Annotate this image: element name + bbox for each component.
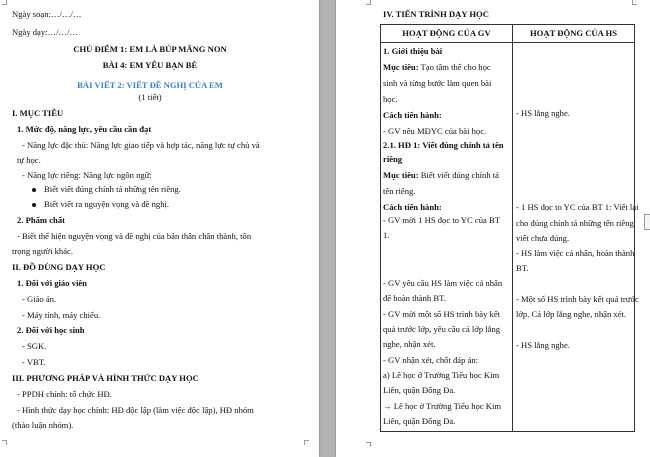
section-materials: II. ĐỒ DÙNG DẠY HỌC <box>12 262 106 272</box>
method-form-a: - Hình thức dạy học chính: HĐ độc lập (làm việc độc lập), HĐ nhóm <box>17 405 254 415</box>
hs-line: - HS làm việc cá nhân, hoàn thành <box>516 248 635 258</box>
gv-line: - GV mời 1 HS đọc to YC của BT <box>383 215 500 225</box>
crop-mark-bottom-right <box>304 440 309 445</box>
teacher-item-lesson-plan: - Giáo án. <box>22 294 57 304</box>
gv-answer-a: a) Lê học ở Trường Tiểu học Kim <box>383 370 500 380</box>
document-page-right <box>336 0 650 457</box>
section-objectives: I. MỤC TIÊU <box>12 108 64 118</box>
crop-mark-top-left <box>2 0 7 5</box>
document-page-left <box>0 0 319 457</box>
gv-intro-title: 1. Giới thiệu bài <box>383 46 443 56</box>
gv-line: 1. <box>383 230 390 240</box>
line-language-competency: - Năng lực riêng: Năng lực ngôn ngữ: <box>22 170 152 180</box>
writing-heading: BÀI VIẾT 2: VIẾT ĐỀ NGHỊ CỦA EM <box>77 80 223 90</box>
line-self-study: tự học. <box>17 155 41 165</box>
column-header-student: HOẠT ĐỘNG CỦA HS <box>530 28 617 38</box>
hs-listen: - HS lắng nghe. <box>516 108 570 118</box>
section-procedure: IV. TIẾN TRÌNH DẠY HỌC <box>383 9 489 19</box>
page-scroll-handle[interactable] <box>644 214 650 230</box>
student-item-textbook: - SGK. <box>22 341 47 351</box>
bullet-request: Biết viết ra nguyện vọng và đề nghị. <box>44 199 170 209</box>
lesson-heading: BÀI 4: EM YÊU BẠN BÈ <box>102 60 198 70</box>
hs-line: - 1 HS đọc to YC của BT 1: Viết lại <box>516 202 639 212</box>
method-main: - PPDH chính: tổ chức HĐ. <box>17 389 112 399</box>
hs-line: lớp. Cả lớp lắng nghe, nhận xét. <box>516 309 627 319</box>
bullet-spelling: Biết viết đúng chính tả những tên riêng. <box>44 184 181 194</box>
gv-line: sinh và từng bước làm quen bài <box>383 78 492 88</box>
crop-mark-bottom-left <box>2 440 7 445</box>
gv-line: để hoàn thành BT. <box>383 293 446 303</box>
method-form-b: (thảo luận nhóm). <box>12 420 74 430</box>
gv-objective-1: Mục tiêu: Tạo tâm thế cho học <box>383 62 491 72</box>
gv-line: tên riêng. <box>383 186 416 196</box>
hs-line: - Một số HS trình bày kết quả trước <box>516 294 639 304</box>
gv-answer-arrow: → Lê học ở Trường Tiểu học Kim <box>383 401 502 411</box>
gv-activity-1-title-cont: riêng <box>383 154 403 164</box>
hs-line: viết chưa đúng. <box>516 233 570 243</box>
line-qualities-a: - Biết thể hiện nguyện vọng và đề nghị của bản thân chân thành, tôn <box>17 231 252 241</box>
gv-line: - GV nhận xét, chốt đáp án: <box>383 355 479 365</box>
subsection-competency: 1. Mức độ, năng lực, yêu cầu cần đạt <box>17 124 152 134</box>
hs-line: BT. <box>516 263 529 273</box>
duration: (1 tiết) <box>138 92 162 102</box>
date-taught: Ngày dạy:…/…/… <box>12 27 79 37</box>
subsection-qualities: 2. Phẩm chất <box>17 215 65 225</box>
crop-mark-top-right <box>632 0 637 5</box>
section-methods: III. PHƯƠNG PHÁP VÀ HÌNH THỨC DẠY HỌC <box>12 373 199 383</box>
gv-line: nghe, nhận xét. <box>383 339 436 349</box>
gv-objective-2: Mục tiêu: Biết viết đúng chính tả <box>383 170 499 180</box>
gv-procedure-label: Cách tiến hành: <box>383 202 442 212</box>
subsection-teacher: 1. Đối với giáo viên <box>17 278 87 288</box>
bullet-dot <box>32 203 36 207</box>
crop-mark-bottom-left <box>366 442 371 447</box>
gv-line: học. <box>383 94 398 104</box>
bullet-dot <box>32 188 36 192</box>
date-prepared: Ngày soạn:…/…/… <box>12 9 82 19</box>
gv-activity-1-title: 2.1. HĐ 1: Viết đúng chính tả tên <box>383 140 504 150</box>
gv-procedure-label: Cách tiến hành: <box>383 110 442 120</box>
hs-line: cho đúng chính tả những tên riêng <box>516 218 634 228</box>
line-specific-competency: - Năng lực đặc thù: Năng lực giao tiếp và hợp tác, năng lực tự chủ và <box>22 140 260 150</box>
hs-listen: - HS lắng nghe. <box>516 340 570 350</box>
crop-mark-top-left <box>366 0 371 5</box>
gv-line: Liên, quận Đống Đa. <box>383 416 456 426</box>
theme-heading: CHỦ ĐIỂM 1: EM LÀ BÚP MĂNG NON <box>73 44 227 54</box>
line-qualities-b: trọng người khác. <box>12 246 73 256</box>
gv-line: quả trước lớp, yêu cầu cả lớp lắng <box>383 324 501 334</box>
student-item-workbook: - VBT. <box>22 357 46 367</box>
subsection-student: 2. Đối với học sinh <box>17 325 85 335</box>
gv-line: - GV nêu MĐYC của bài học. <box>383 126 487 136</box>
gv-line: - GV mời một số HS trình bày kết <box>383 309 501 319</box>
column-header-teacher: HOẠT ĐỘNG CỦA GV <box>402 28 491 38</box>
gv-line: - GV yêu cầu HS làm việc cá nhân <box>383 278 503 288</box>
gv-line: Liên, quận Đống Đa. <box>383 385 456 395</box>
teacher-item-computer: - Máy tính, máy chiếu. <box>22 310 101 320</box>
